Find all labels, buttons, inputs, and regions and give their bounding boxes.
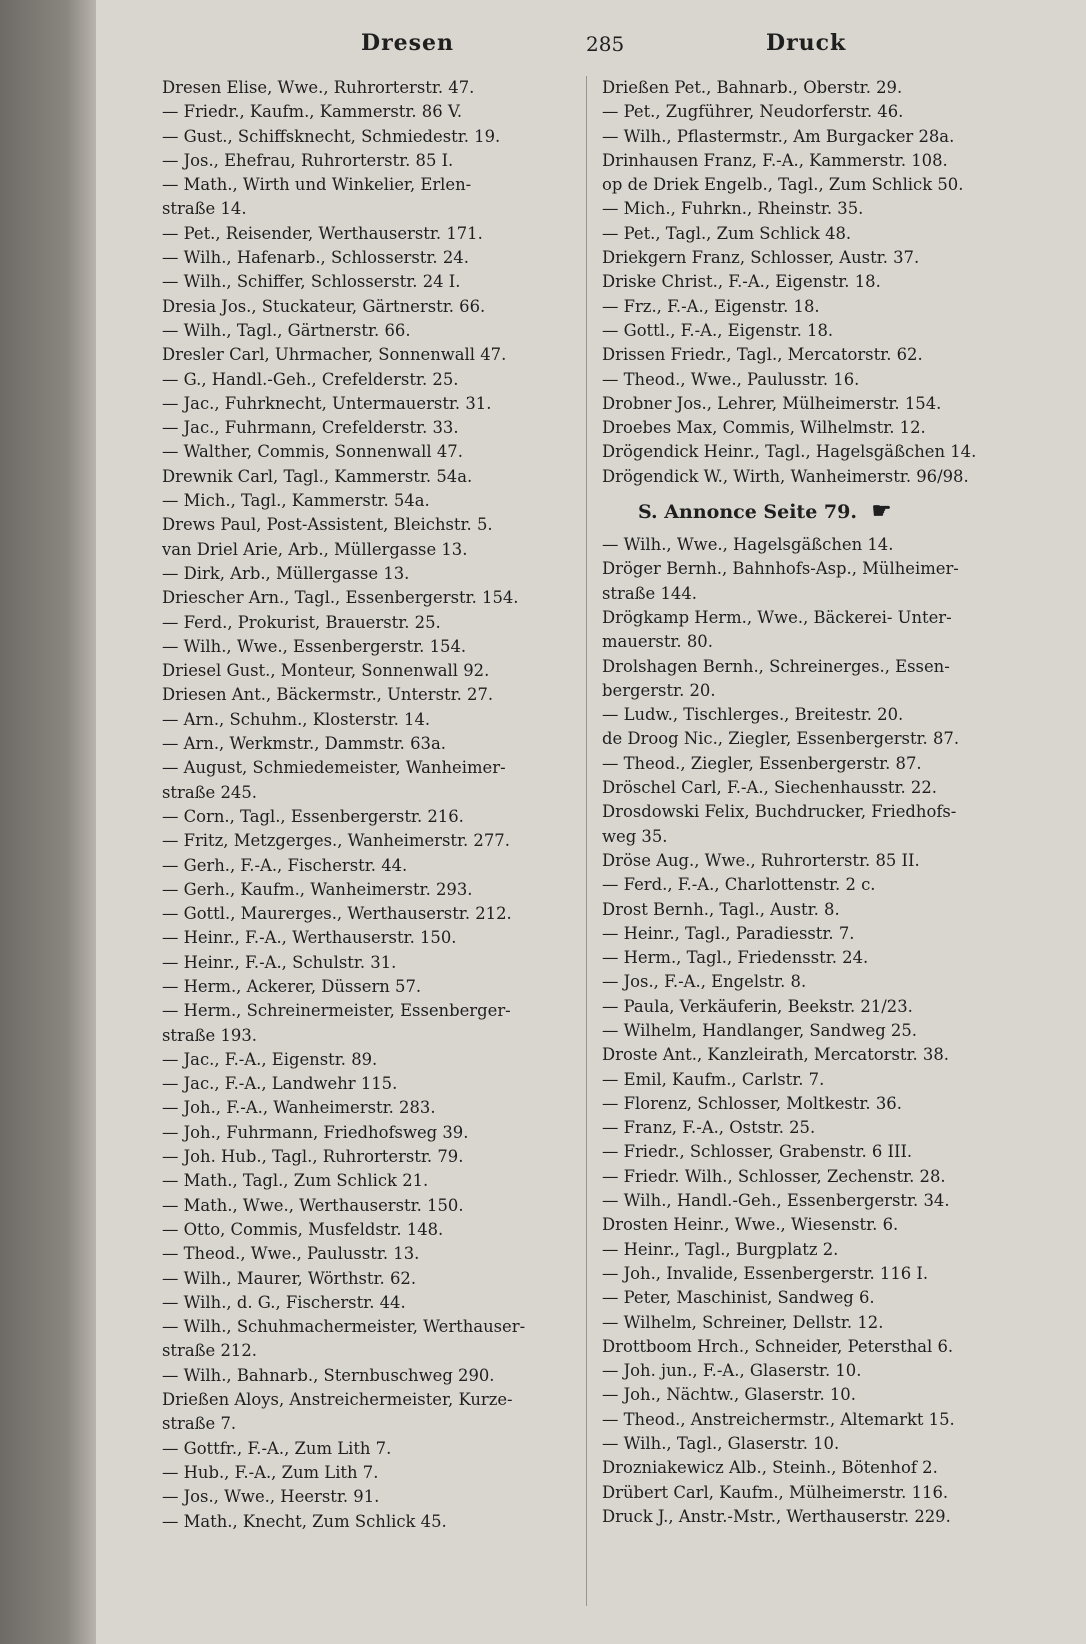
column-divider bbox=[586, 76, 587, 1606]
directory-entry: — Heinr., F.-A., Schulstr. 31. bbox=[162, 952, 397, 972]
directory-entry: — Heinr., F.-A., Werthauserstr. 150. bbox=[162, 928, 457, 948]
directory-entry: Drögendick Heinr., Tagl., Hagelsgäßchen 14. bbox=[602, 442, 977, 462]
directory-entry: Drewnik Carl, Tagl., Kammerstr. 54a. bbox=[162, 466, 473, 486]
directory-entry: — Arn., Werkmstr., Dammstr. 63a. bbox=[162, 734, 446, 754]
directory-entry: — Dirk, Arb., Müllergasse 13. bbox=[162, 563, 410, 583]
directory-entry: — Theod., Anstreichermstr., Altemarkt 15. bbox=[602, 1409, 955, 1429]
directory-entry: Drosten Heinr., Wwe., Wiesenstr. 6. bbox=[602, 1215, 899, 1235]
directory-entry: Driekgern Franz, Schlosser, Austr. 37. bbox=[602, 248, 920, 268]
directory-entry: — Jac., F.-A., Landwehr 115. bbox=[162, 1074, 398, 1094]
directory-entry: — Math., Tagl., Zum Schlick 21. bbox=[162, 1171, 429, 1191]
directory-entry: — Herm., Ackerer, Düssern 57. bbox=[162, 976, 422, 996]
directory-entry: de Droog Nic., Ziegler, Essenbergerstr. 87. bbox=[602, 729, 960, 749]
directory-entry: — Pet., Reisender, Werthauserstr. 171. bbox=[162, 223, 483, 243]
directory-entry: — Wilh., Wwe., Essenbergerstr. 154. bbox=[162, 636, 467, 656]
directory-entry: — Gerh., F.-A., Fischerstr. 44. bbox=[162, 855, 408, 875]
right-column-top bbox=[602, 76, 1022, 489]
annonce-text: S. Annonce Seite 79. bbox=[638, 501, 857, 524]
directory-entry: — Wilh., Pflastermstr., Am Burgacker 28a. bbox=[602, 126, 955, 146]
directory-entry: — Wilh., d. G., Fischerstr. 44. bbox=[162, 1292, 406, 1312]
directory-entry: Drögkamp Herm., Wwe., Bäckerei- Unter- bbox=[602, 607, 952, 627]
directory-entry: op de Driek Engelb., Tagl., Zum Schlick 50. bbox=[602, 175, 964, 195]
annonce-notice bbox=[602, 489, 1022, 533]
directory-entry: Drews Paul, Post-Assistent, Bleichstr. 5. bbox=[162, 515, 493, 535]
directory-entry: — Theod., Ziegler, Essenbergerstr. 87. bbox=[602, 753, 922, 773]
directory-entry: Drinhausen Franz, F.-A., Kammerstr. 108. bbox=[602, 150, 948, 170]
directory-entry: Dröger Bernh., Bahnhofs-Asp., Mülheimer- bbox=[602, 559, 959, 579]
directory-entry: Dröse Aug., Wwe., Ruhrorterstr. 85 II. bbox=[602, 850, 920, 870]
directory-entry: — Walther, Commis, Sonnenwall 47. bbox=[162, 442, 463, 462]
directory-entry: — Gust., Schiffsknecht, Schmiedestr. 19. bbox=[162, 126, 501, 146]
directory-entry: mauerstr. 80. bbox=[602, 632, 713, 652]
directory-entry: Drottboom Hrch., Schneider, Petersthal 6. bbox=[602, 1336, 954, 1356]
directory-entry: — Pet., Zugführer, Neudorferstr. 46. bbox=[602, 102, 904, 122]
right-column bbox=[602, 76, 1022, 1529]
directory-entry: straße 245. bbox=[162, 782, 257, 802]
directory-entry: — Gottl., F.-A., Eigenstr. 18. bbox=[602, 320, 834, 340]
directory-entry: bergerstr. 20. bbox=[602, 680, 716, 700]
directory-entry: straße 193. bbox=[162, 1025, 257, 1045]
directory-entry: Driesel Gust., Monteur, Sonnenwall 92. bbox=[162, 661, 490, 681]
directory-entry: Drübert Carl, Kaufm., Mülheimerstr. 116. bbox=[602, 1482, 949, 1502]
directory-entry: Droebes Max, Commis, Wilhelmstr. 12. bbox=[602, 418, 926, 438]
directory-entry: — Pet., Tagl., Zum Schlick 48. bbox=[602, 223, 852, 243]
directory-entry: — Joh., F.-A., Wanheimerstr. 283. bbox=[162, 1098, 436, 1118]
directory-entry: — Gottl., Maurerges., Werthauserstr. 212. bbox=[162, 904, 512, 924]
directory-entry: — Franz, F.-A., Oststr. 25. bbox=[602, 1118, 816, 1138]
directory-entry: — Math., Wirth und Winkelier, Erlen- bbox=[162, 175, 472, 195]
directory-entry: — Mich., Fuhrkn., Rheinstr. 35. bbox=[602, 199, 864, 219]
directory-entry: — Herm., Schreinermeister, Essenberger- bbox=[162, 1001, 511, 1021]
directory-entry: — Wilh., Bahnarb., Sternbuschweg 290. bbox=[162, 1365, 495, 1385]
directory-entry: straße 212. bbox=[162, 1341, 257, 1361]
directory-entry: — Friedr., Kaufm., Kammerstr. 86 V. bbox=[162, 102, 463, 122]
directory-entry: Dresia Jos., Stuckateur, Gärtnerstr. 66. bbox=[162, 296, 486, 316]
directory-entry: — Jac., F.-A., Eigenstr. 89. bbox=[162, 1049, 378, 1069]
directory-entry: straße 144. bbox=[602, 583, 697, 603]
directory-entry: weg 35. bbox=[602, 826, 668, 846]
directory-entry: — Wilh., Schuhmachermeister, Werthauser- bbox=[162, 1317, 526, 1337]
page-header bbox=[96, 26, 1086, 66]
directory-entry: straße 14. bbox=[162, 199, 247, 219]
directory-entry: — Jos., F.-A., Engelstr. 8. bbox=[602, 972, 807, 992]
directory-entry: — Herm., Tagl., Friedensstr. 24. bbox=[602, 948, 869, 968]
directory-entry: — Fritz, Metzgerges., Wanheimerstr. 277. bbox=[162, 831, 510, 851]
page-number: 285 bbox=[586, 32, 625, 56]
directory-entry: Drobner Jos., Lehrer, Mülheimerstr. 154. bbox=[602, 393, 942, 413]
directory-entry: — Frz., F.-A., Eigenstr. 18. bbox=[602, 296, 820, 316]
directory-entry: — Ludw., Tischlerges., Breitestr. 20. bbox=[602, 705, 904, 725]
directory-entry: — Friedr. Wilh., Schlosser, Zechenstr. 28. bbox=[602, 1166, 946, 1186]
book-spine-shadow bbox=[0, 0, 96, 1644]
directory-entry: — Wilh., Maurer, Wörthstr. 62. bbox=[162, 1268, 417, 1288]
directory-entry: straße 7. bbox=[162, 1414, 237, 1434]
directory-entry: — Wilh., Schiffer, Schlosserstr. 24 I. bbox=[162, 272, 461, 292]
directory-entry: Drießen Pet., Bahnarb., Oberstr. 29. bbox=[602, 78, 903, 97]
header-right-word: Druck bbox=[766, 30, 847, 56]
directory-entry: — Joh. jun., F.-A., Glaserstr. 10. bbox=[602, 1361, 862, 1381]
directory-entry: — Hub., F.-A., Zum Lith 7. bbox=[162, 1462, 379, 1482]
directory-entry: — Paula, Verkäuferin, Beekstr. 21/23. bbox=[602, 996, 913, 1016]
directory-entry: — Ferd., F.-A., Charlottenstr. 2 c. bbox=[602, 875, 876, 895]
directory-entry: — Wilhelm, Schreiner, Dellstr. 12. bbox=[602, 1312, 884, 1332]
directory-entry: Drögendick W., Wirth, Wanheimerstr. 96/98. bbox=[602, 466, 969, 486]
directory-entry: — Florenz, Schlosser, Moltkestr. 36. bbox=[602, 1093, 902, 1113]
directory-entry: Driesen Ant., Bäckermstr., Unterstr. 27. bbox=[162, 685, 494, 705]
directory-entry: — Theod., Wwe., Paulusstr. 16. bbox=[602, 369, 860, 389]
directory-entry: — Math., Knecht, Zum Schlick 45. bbox=[162, 1511, 447, 1531]
directory-entry: — Friedr., Schlosser, Grabenstr. 6 III. bbox=[602, 1142, 913, 1162]
directory-entry: Droste Ant., Kanzleirath, Mercatorstr. 38. bbox=[602, 1045, 950, 1065]
directory-entry: — Heinr., Tagl., Paradiesstr. 7. bbox=[602, 923, 855, 943]
directory-entry: Drolshagen Bernh., Schreinerges., Essen- bbox=[602, 656, 950, 676]
directory-entry: — Jos., Wwe., Heerstr. 91. bbox=[162, 1487, 380, 1507]
directory-entry: — Wilh., Hafenarb., Schlosserstr. 24. bbox=[162, 248, 469, 268]
directory-entry: Driescher Arn., Tagl., Essenbergerstr. 154. bbox=[162, 588, 519, 608]
directory-entry: — Theod., Wwe., Paulusstr. 13. bbox=[162, 1244, 420, 1264]
directory-entry: — Joh., Invalide, Essenbergerstr. 116 I. bbox=[602, 1263, 929, 1283]
directory-entry: — Wilh., Tagl., Gärtnerstr. 66. bbox=[162, 320, 411, 340]
directory-entry: — Arn., Schuhm., Klosterstr. 14. bbox=[162, 709, 431, 729]
right-column-bottom bbox=[602, 533, 1022, 1529]
directory-entry: — Wilh., Tagl., Glaserstr. 10. bbox=[602, 1434, 840, 1454]
directory-entry: — G., Handl.-Geh., Crefelderstr. 25. bbox=[162, 369, 459, 389]
header-left-word: Dresen bbox=[361, 30, 455, 56]
directory-entry: Dresler Carl, Uhrmacher, Sonnenwall 47. bbox=[162, 345, 507, 365]
directory-entry: — Jos., Ehefrau, Ruhrorterstr. 85 I. bbox=[162, 150, 454, 170]
directory-entry: — August, Schmiedemeister, Wanheimer- bbox=[162, 758, 506, 778]
directory-entry: Driske Christ., F.-A., Eigenstr. 18. bbox=[602, 272, 881, 292]
directory-entry: — Joh., Nächtw., Glaserstr. 10. bbox=[602, 1385, 856, 1405]
directory-entry: — Gerh., Kaufm., Wanheimerstr. 293. bbox=[162, 879, 473, 899]
directory-entry: — Heinr., Tagl., Burgplatz 2. bbox=[602, 1239, 839, 1259]
directory-entry: — Mich., Tagl., Kammerstr. 54a. bbox=[162, 491, 430, 511]
directory-entry: — Gottfr., F.-A., Zum Lith 7. bbox=[162, 1438, 392, 1458]
directory-entry: — Peter, Maschinist, Sandweg 6. bbox=[602, 1288, 875, 1308]
directory-entry: — Jac., Fuhrknecht, Untermauerstr. 31. bbox=[162, 393, 492, 413]
directory-entry: — Corn., Tagl., Essenbergerstr. 216. bbox=[162, 806, 464, 826]
directory-entry: — Ferd., Prokurist, Brauerstr. 25. bbox=[162, 612, 441, 632]
directory-entry: — Math., Wwe., Werthauserstr. 150. bbox=[162, 1195, 464, 1215]
directory-entry: Drozniakewicz Alb., Steinh., Bötenhof 2. bbox=[602, 1458, 938, 1478]
directory-entry: Drießen Aloys, Anstreichermeister, Kurze- bbox=[162, 1390, 513, 1410]
pointing-hand-icon: ☛ bbox=[871, 498, 892, 525]
directory-entry: van Driel Arie, Arb., Müllergasse 13. bbox=[162, 539, 468, 559]
directory-entry: Dröschel Carl, F.-A., Siechenhausstr. 22. bbox=[602, 778, 937, 798]
directory-entry: Drissen Friedr., Tagl., Mercatorstr. 62. bbox=[602, 345, 923, 365]
directory-entry: Drosdowski Felix, Buchdrucker, Friedhofs- bbox=[602, 802, 957, 822]
directory-page bbox=[96, 0, 1086, 1644]
directory-entry: — Jac., Fuhrmann, Crefelderstr. 33. bbox=[162, 418, 459, 438]
directory-entry: Drost Bernh., Tagl., Austr. 8. bbox=[602, 899, 840, 919]
directory-entry: — Joh. Hub., Tagl., Ruhrorterstr. 79. bbox=[162, 1147, 464, 1167]
left-column bbox=[162, 76, 582, 1534]
directory-entry: Dresen Elise, Wwe., Ruhrorterstr. 47. bbox=[162, 78, 475, 97]
directory-entry: — Wilh., Handl.-Geh., Essenbergerstr. 34. bbox=[602, 1191, 950, 1211]
directory-entry: — Emil, Kaufm., Carlstr. 7. bbox=[602, 1069, 825, 1089]
directory-entry: — Otto, Commis, Musfeldstr. 148. bbox=[162, 1219, 444, 1239]
directory-entry: — Wilhelm, Handlanger, Sandweg 25. bbox=[602, 1020, 917, 1040]
directory-entry: — Wilh., Wwe., Hagelsgäßchen 14. bbox=[602, 535, 894, 555]
directory-entry: Druck J., Anstr.-Mstr., Werthauserstr. 229. bbox=[602, 1506, 951, 1526]
directory-entry: — Joh., Fuhrmann, Friedhofsweg 39. bbox=[162, 1122, 469, 1142]
